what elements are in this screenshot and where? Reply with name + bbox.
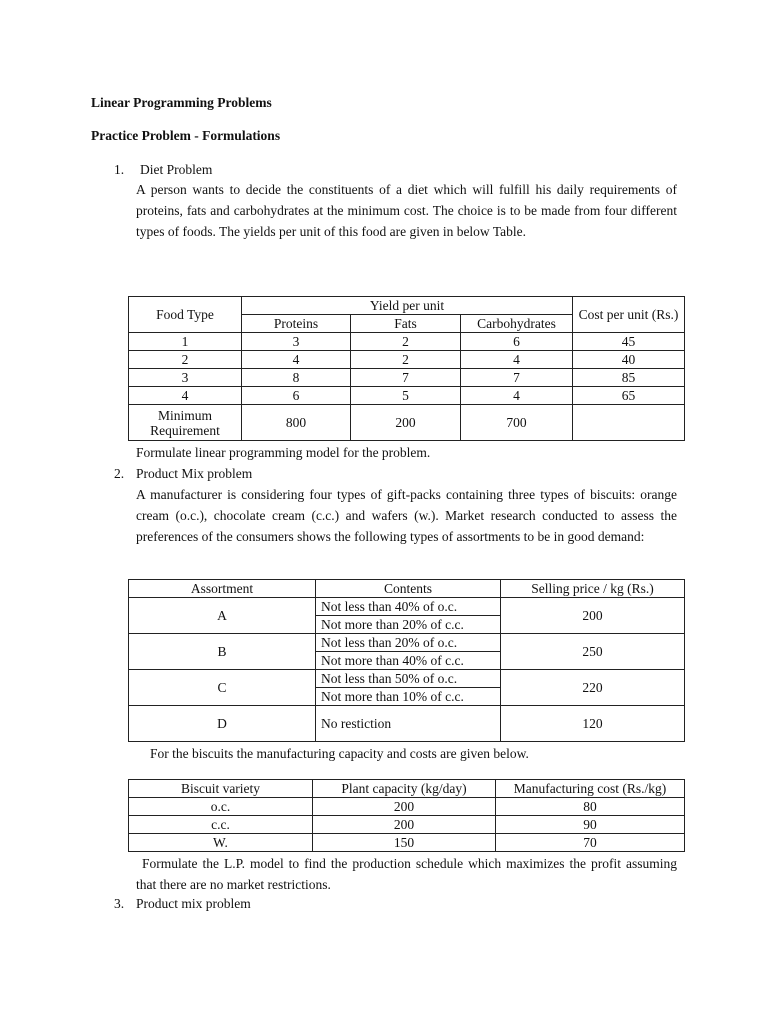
table-cell: 250 <box>501 634 685 670</box>
table-cell: 800 <box>242 405 351 441</box>
table-row <box>129 580 685 598</box>
table-cell: No restiction <box>316 706 501 742</box>
assortment-table <box>128 579 685 742</box>
table-row <box>129 598 685 616</box>
problem3-title: Product mix problem <box>136 896 251 911</box>
carbohydrates-header: Carbohydrates <box>461 315 573 333</box>
table-row <box>129 405 685 441</box>
table-cell: o.c. <box>129 798 313 816</box>
table-cell: 200 <box>501 598 685 634</box>
problem2-number: 2. <box>114 466 125 481</box>
manufacturing-cost-header: Manufacturing cost (Rs./kg) <box>496 780 685 798</box>
table-cell: 1 <box>129 333 242 351</box>
table-cell: 700 <box>461 405 573 441</box>
table-cell: 3 <box>242 333 351 351</box>
problem1-title: Diet Problem <box>140 162 213 177</box>
table-cell: Not less than 40% of o.c. <box>316 598 501 616</box>
table-cell: Not less than 50% of o.c. <box>316 670 501 688</box>
table-row <box>129 706 685 742</box>
table-cell: 45 <box>573 333 685 351</box>
biscuit-table <box>128 779 685 852</box>
table-row <box>129 670 685 688</box>
cost-header: Cost per unit (Rs.) <box>573 297 685 333</box>
table-cell: 80 <box>496 798 685 816</box>
table-cell: 6 <box>461 333 573 351</box>
table-cell: 3 <box>129 369 242 387</box>
table-row <box>129 798 685 816</box>
table-cell: B <box>129 634 316 670</box>
table-cell: A <box>129 598 316 634</box>
table-row <box>129 834 685 852</box>
table-cell: Not more than 40% of c.c. <box>316 652 501 670</box>
plant-capacity-header: Plant capacity (kg/day) <box>313 780 496 798</box>
problem1-text <box>136 180 677 242</box>
table-cell: 7 <box>461 369 573 387</box>
table-cell: 150 <box>313 834 496 852</box>
table-cell: Not more than 10% of c.c. <box>316 688 501 706</box>
table-cell: c.c. <box>129 816 313 834</box>
table-cell: 6 <box>242 387 351 405</box>
subheading: Practice Problem - Formulations <box>91 128 281 143</box>
assortment-header: Assortment <box>129 580 316 598</box>
problem2-paragraph: A manufacturer is considering four types of gift-packs containing three types of biscuits: orange cream (o.c.), chocolate cream (c.c.) and wafers (w.). Market research conducted to assess the preferences of the consumers shows the following types of assortments to be in good demand: <box>136 487 677 544</box>
table-cell: Not more than 20% of c.c. <box>316 616 501 634</box>
problem3-number: 3. <box>114 896 125 911</box>
table-cell: 90 <box>496 816 685 834</box>
table-cell: 5 <box>351 387 461 405</box>
table-cell: 2 <box>129 351 242 369</box>
table-cell: 220 <box>501 670 685 706</box>
problem1-after: Formulate linear programming model for the problem. <box>136 445 431 460</box>
diet-table <box>128 296 685 441</box>
table-cell: D <box>129 706 316 742</box>
table-row <box>129 816 685 834</box>
table-row <box>129 333 685 351</box>
table-cell: 200 <box>313 798 496 816</box>
min-requirement-label: Minimum Requirement <box>129 405 242 441</box>
table-cell: Not less than 20% of o.c. <box>316 634 501 652</box>
proteins-header: Proteins <box>242 315 351 333</box>
table-row <box>129 297 685 315</box>
table-cell: 4 <box>129 387 242 405</box>
table-cell: 4 <box>461 387 573 405</box>
table-cell: 8 <box>242 369 351 387</box>
table-cell: 85 <box>573 369 685 387</box>
table-cell: 4 <box>242 351 351 369</box>
table-cell: 65 <box>573 387 685 405</box>
table-cell <box>573 405 685 441</box>
table-cell: C <box>129 670 316 706</box>
problem2-between: For the biscuits the manufacturing capacity and costs are given below. <box>150 746 529 761</box>
table-cell: 70 <box>496 834 685 852</box>
yield-header: Yield per unit <box>242 297 573 315</box>
table-cell: 7 <box>351 369 461 387</box>
heading: Linear Programming Problems <box>91 95 272 110</box>
table-cell: 200 <box>351 405 461 441</box>
problem2-after-paragraph: Formulate the L.P. model to find the production schedule which maximizes the profit assuming that there are no market restrictions. <box>136 856 677 892</box>
table-cell: 40 <box>573 351 685 369</box>
fats-header: Fats <box>351 315 461 333</box>
problem2-title: Product Mix problem <box>136 466 253 481</box>
table-cell: 2 <box>351 351 461 369</box>
problem2-after <box>136 854 677 896</box>
table-cell: 120 <box>501 706 685 742</box>
selling-price-header: Selling price / kg (Rs.) <box>501 580 685 598</box>
food-type-header: Food Type <box>129 297 242 333</box>
problem1-paragraph: A person wants to decide the constituents of a diet which will fulfill his daily requirements of proteins, fats and carbohydrates at the minimum cost. The choice is to be made from four different types of foods. The yields per unit of this food are given in below Table. <box>136 182 677 239</box>
table-row <box>129 351 685 369</box>
biscuit-variety-header: Biscuit variety <box>129 780 313 798</box>
table-cell: 4 <box>461 351 573 369</box>
table-row <box>129 387 685 405</box>
contents-header: Contents <box>316 580 501 598</box>
problem1-number: 1. <box>114 162 125 177</box>
problem2-text <box>136 485 677 547</box>
table-row <box>129 634 685 652</box>
table-cell: W. <box>129 834 313 852</box>
table-row <box>129 369 685 387</box>
table-cell: 2 <box>351 333 461 351</box>
table-cell: 200 <box>313 816 496 834</box>
table-row <box>129 780 685 798</box>
